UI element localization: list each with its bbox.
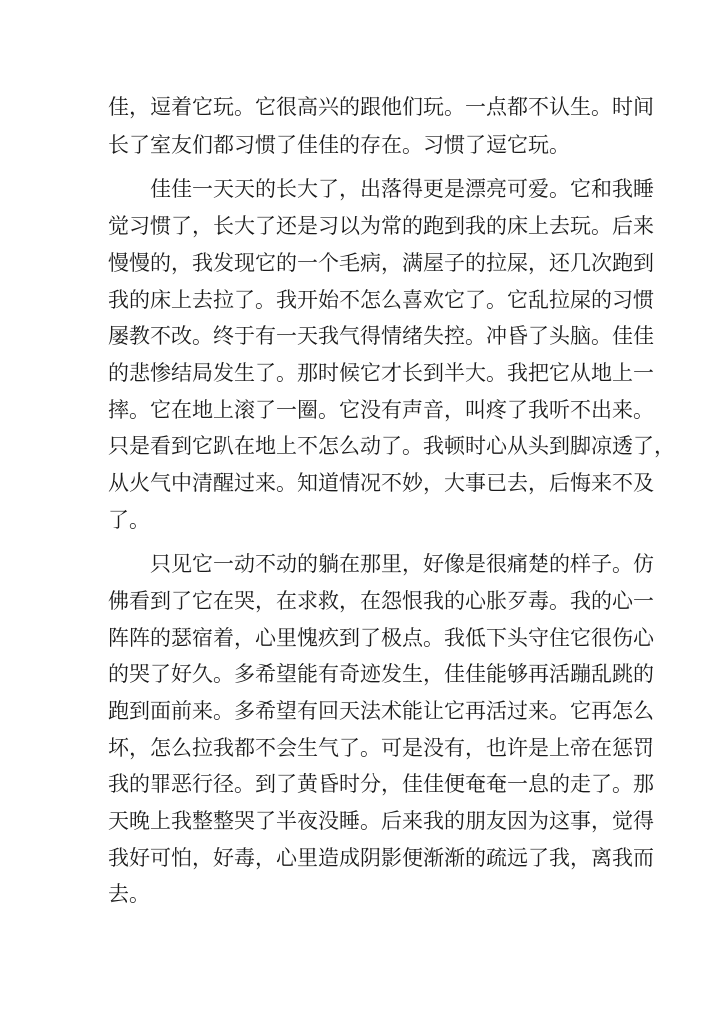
text-line: 的哭了好久。多希望能有奇迹发生，佳佳能够再活蹦乱跳的	[108, 662, 654, 686]
text-line: 跑到面前来。多希望有回天法术能让它再活过来。它再怎么	[108, 699, 654, 723]
text-line: 了。	[108, 508, 150, 532]
text-line: 我的床上去拉了。我开始不怎么喜欢它了。它乱拉屎的习惯	[108, 288, 654, 312]
text-line: 佛看到了它在哭，在求救，在怨恨我的心胀歹毒。我的心一	[108, 589, 654, 613]
text-line: 的悲惨结局发生了。那时候它才长到半大。我把它从地上一	[108, 361, 654, 385]
text-line: 去。	[108, 882, 150, 906]
text-line: 屡教不改。终于有一天我气得情绪失控。冲昏了头脑。佳佳	[108, 324, 654, 348]
text-line: 慢慢的，我发现它的一个毛病，满屋子的拉屎，还几次跑到	[108, 251, 654, 275]
text-line: 我的罪恶行径。到了黄昏时分，佳佳便奄奄一息的走了。那	[108, 772, 654, 796]
text-line: 只见它一动不动的躺在那里，好像是很痛楚的样子。仿	[150, 552, 654, 576]
text-line: 阵阵的瑟宿着，心里愧疚到了极点。我低下头守住它很伤心	[108, 626, 654, 650]
text-line: 只是看到它趴在地上不怎么动了。我顿时心从头到脚凉透了，	[108, 434, 675, 458]
text-line: 天晚上我整整哭了半夜没睡。后来我的朋友因为这事，觉得	[108, 809, 654, 833]
text-line: 佳，逗着它玩。它很高兴的跟他们玩。一点都不认生。时间	[108, 95, 654, 119]
text-line: 觉习惯了，长大了还是习以为常的跑到我的床上去玩。后来	[108, 214, 654, 238]
text-line: 我好可怕，好毒，心里造成阴影便渐渐的疏远了我，离我而	[108, 846, 654, 870]
text-line: 佳佳一天天的长大了，出落得更是漂亮可爱。它和我睡	[150, 177, 654, 201]
text-line: 从火气中清醒过来。知道情况不妙，大事已去，后悔来不及	[108, 471, 654, 495]
text-line: 摔。它在地上滚了一圈。它没有声音，叫疼了我听不出来。	[108, 398, 654, 422]
text-line: 长了室友们都习惯了佳佳的存在。习惯了逗它玩。	[108, 133, 570, 157]
text-line: 坏，怎么拉我都不会生气了。可是没有，也许是上帝在惩罚	[108, 736, 654, 760]
